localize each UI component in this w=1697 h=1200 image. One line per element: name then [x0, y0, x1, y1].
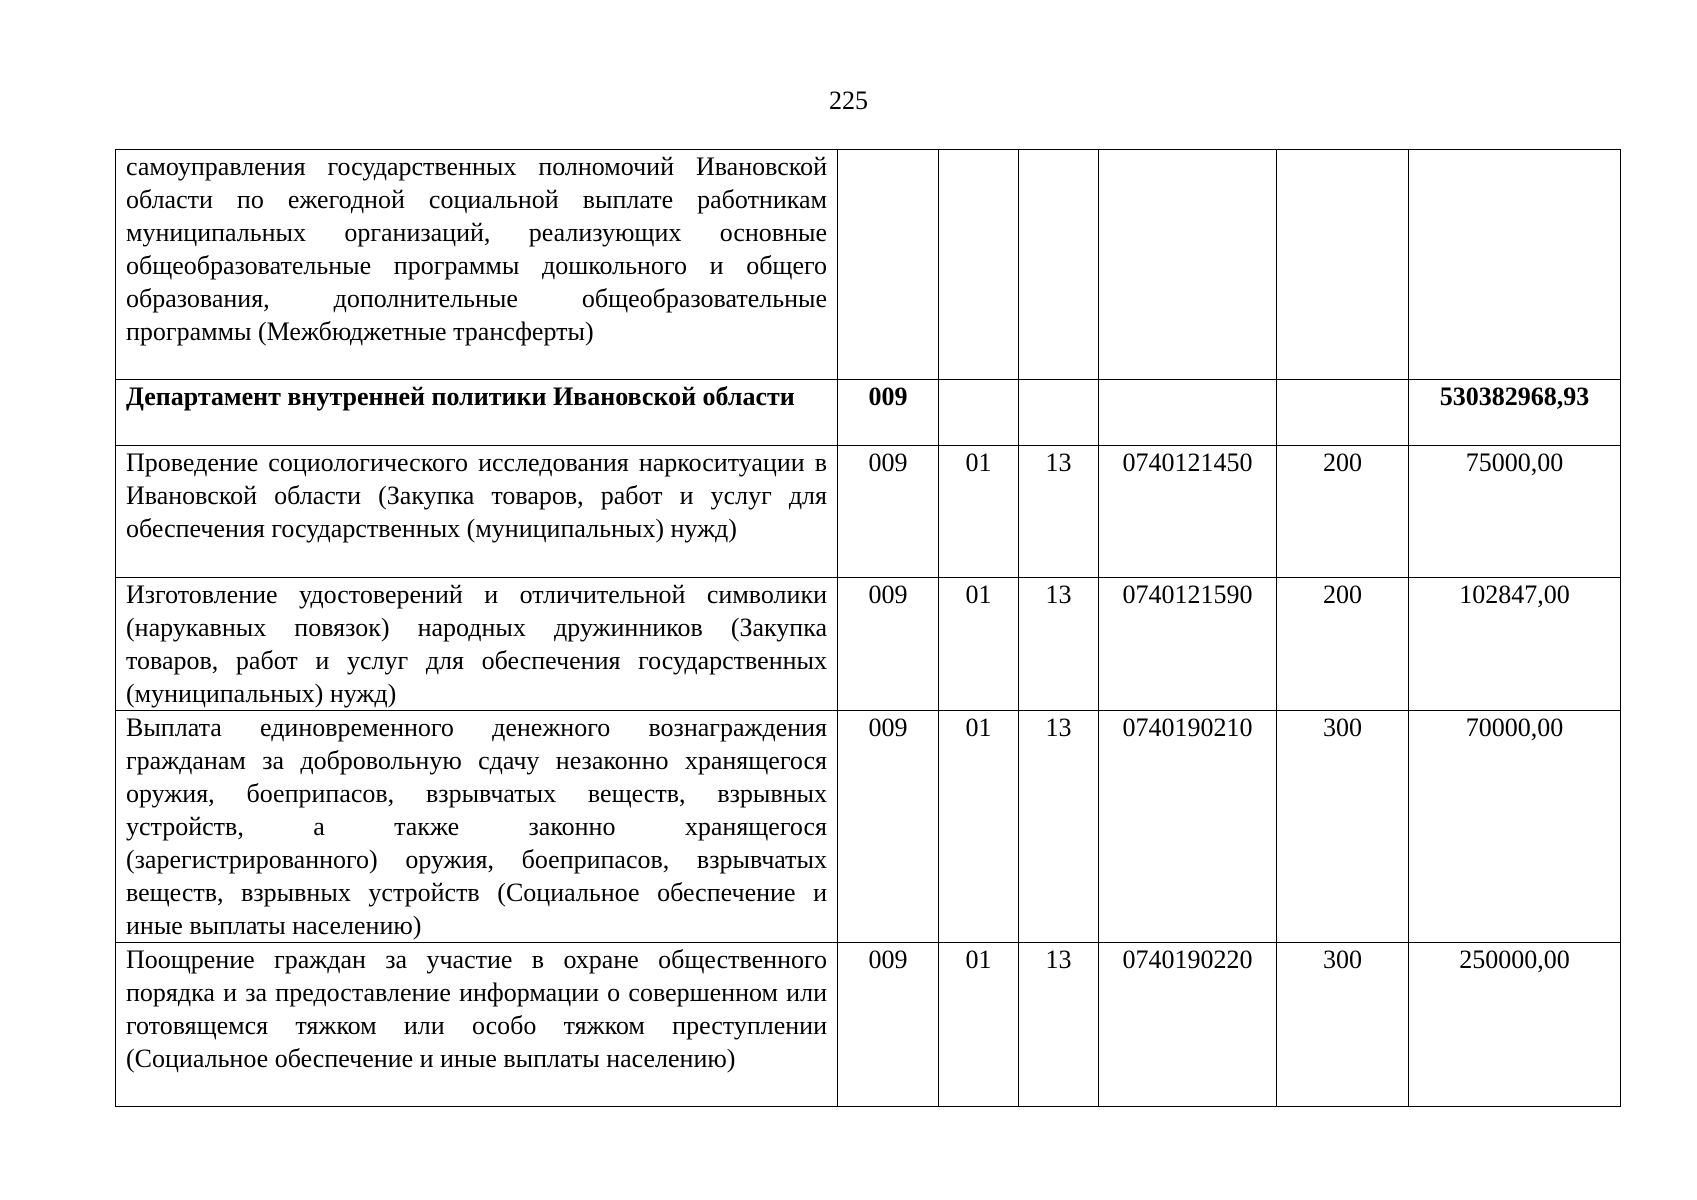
target-article-code	[1099, 380, 1277, 446]
row-description: Проведение социологического исследования наркоситуации в Ивановской области (Закупка товаров, работ и услуг для обеспечения государственных (муниципальных) нужд)	[116, 446, 838, 578]
section-code: 01	[939, 711, 1019, 943]
target-article-code	[1099, 150, 1277, 380]
section-code: 01	[939, 943, 1019, 1107]
target-article-code: 0740190210	[1099, 711, 1277, 943]
expense-type-code	[1277, 380, 1409, 446]
subsection-code	[1019, 150, 1099, 380]
target-article-code: 0740190220	[1099, 943, 1277, 1107]
section-code	[939, 380, 1019, 446]
ministry-code: 009	[838, 943, 939, 1107]
subsection-code: 13	[1019, 943, 1099, 1107]
ministry-code: 009	[838, 578, 939, 711]
table-row	[116, 711, 1621, 943]
target-article-code: 0740121450	[1099, 446, 1277, 578]
amount: 70000,00	[1409, 711, 1621, 943]
amount	[1409, 150, 1621, 380]
ministry-code: 009	[838, 380, 939, 446]
table-row	[116, 150, 1621, 380]
expense-type-code	[1277, 150, 1409, 380]
amount: 530382968,93	[1409, 380, 1621, 446]
table-row-department	[116, 380, 1621, 446]
amount: 102847,00	[1409, 578, 1621, 711]
ministry-code: 009	[838, 446, 939, 578]
section-code: 01	[939, 446, 1019, 578]
row-description: Департамент внутренней политики Ивановской области	[116, 380, 838, 446]
expense-type-code: 300	[1277, 711, 1409, 943]
subsection-code	[1019, 380, 1099, 446]
expense-type-code: 200	[1277, 578, 1409, 711]
row-description: Изготовление удостоверений и отличительной символики (нарукавных повязок) народных дружинников (Закупка товаров, работ и услуг для обеспечения государственных (муниципальных) нужд)	[116, 578, 838, 711]
row-description: самоуправления государственных полномочий Ивановской области по ежегодной социальной выплате работникам муниципальных организаций, реализующих основные общеобразовательные программы дошкольного и общего образования, дополнительные общеобразовательные программы (Межбюджетные трансферты)	[116, 150, 838, 380]
table-row	[116, 446, 1621, 578]
page-number: 225	[829, 86, 868, 115]
target-article-code: 0740121590	[1099, 578, 1277, 711]
expense-type-code: 200	[1277, 446, 1409, 578]
table-row	[116, 943, 1621, 1107]
row-description: Выплата единовременного денежного вознаграждения гражданам за добровольную сдачу незаконно хранящегося оружия, боеприпасов, взрывчатых веществ, взрывных устройств, а также законно хранящегося (зарегистрированного) оружия, боеприпасов, взрывчатых веществ, взрывных устройств (Социальное обеспечение и иные выплаты населению)	[116, 711, 838, 943]
ministry-code	[838, 150, 939, 380]
amount: 250000,00	[1409, 943, 1621, 1107]
amount: 75000,00	[1409, 446, 1621, 578]
section-code: 01	[939, 578, 1019, 711]
subsection-code: 13	[1019, 711, 1099, 943]
budget-table	[115, 149, 1621, 1107]
subsection-code: 13	[1019, 446, 1099, 578]
ministry-code: 009	[838, 711, 939, 943]
subsection-code: 13	[1019, 578, 1099, 711]
section-code	[939, 150, 1019, 380]
table-row	[116, 578, 1621, 711]
expense-type-code: 300	[1277, 943, 1409, 1107]
row-description: Поощрение граждан за участие в охране общественного порядка и за предоставление информации о совершенном или готовящемся тяжком или особо тяжком преступлении (Социальное обеспечение и иные выплаты населению)	[116, 943, 838, 1107]
